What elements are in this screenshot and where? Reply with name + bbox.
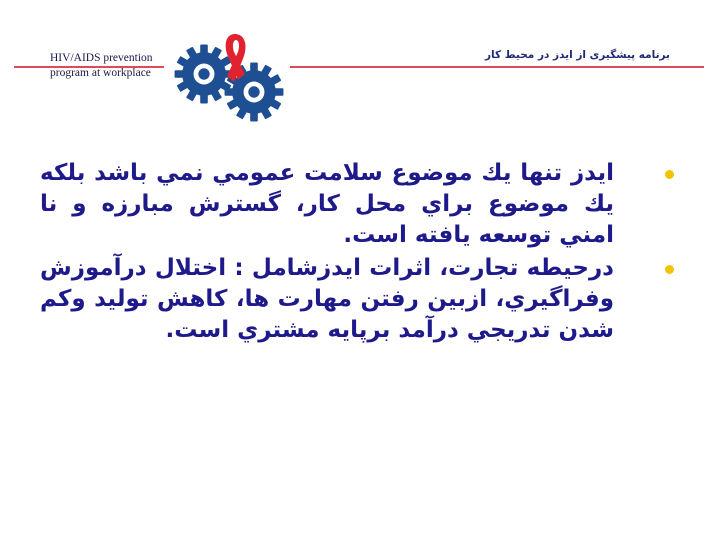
bullet-icon [665,170,674,179]
program-label-line1: HIV/AIDS prevention [50,52,153,64]
bullet-text: ايدز تنها يك موضوع سلامت عمومي نمي باشد بلكه يك موضوع براي محل كار، گسترش مبارزه و نا امني توسعه يافته است. [40,160,614,248]
list-item [40,253,682,346]
bullet-icon [665,265,674,274]
program-label-line2: program at workplace [50,67,151,79]
program-label [50,51,170,81]
header-divider-right [290,66,704,68]
gears-with-red-ribbon-icon [172,30,290,122]
header-title: برنامه پیشگیری از ایدز در محیط کار [484,49,670,61]
bullet-list [40,158,682,348]
bullet-text: درحيطه تجارت، اثرات ايدزشامل : اختلال درآموزش وفراگيري، ازبين رفتن مهارت ها، كاهش توليد وكم شدن تدريجي درآمد برپايه مشتري است. [40,255,614,343]
list-item [40,158,682,251]
